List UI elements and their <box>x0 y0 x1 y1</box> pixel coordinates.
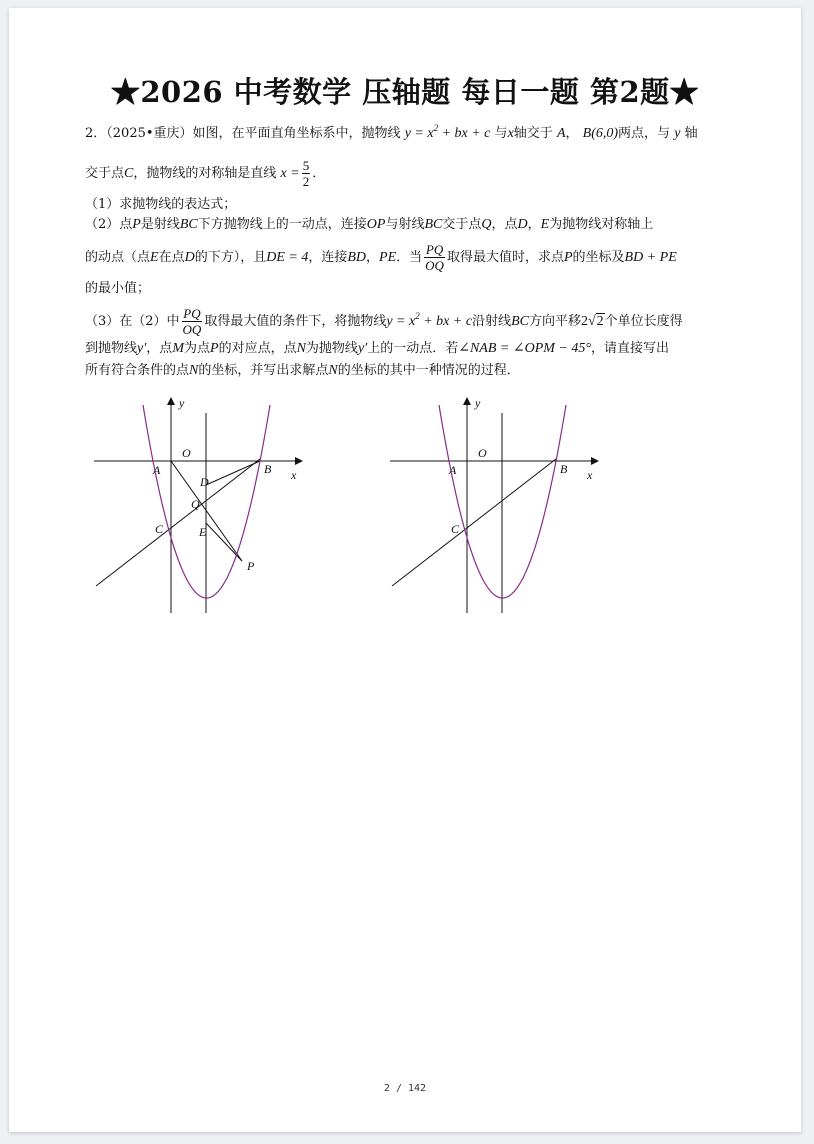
math-line: BC <box>179 217 198 232</box>
text-segment: 为抛物线 <box>305 341 358 356</box>
ratio-fraction <box>424 242 445 273</box>
problem-source: （2025•重庆） <box>106 126 193 141</box>
text-segment: ，点 <box>491 217 518 232</box>
figure-right <box>385 393 605 623</box>
question-3-line-2 <box>85 338 735 360</box>
text-segment: 到抛物线 <box>85 341 138 356</box>
math-point: P <box>132 217 141 232</box>
label-b: B <box>560 462 568 476</box>
math-expression: y′ <box>137 341 147 356</box>
label-x: x <box>291 468 297 482</box>
text-segment: 的对应点，点 <box>218 341 297 356</box>
segment-bd <box>206 461 260 485</box>
text-segment: 两点，与 <box>618 126 671 141</box>
ratio-fraction <box>182 306 203 337</box>
math-segment: BD <box>347 250 367 265</box>
label-o: O <box>478 446 487 460</box>
math-point: Q <box>481 217 492 232</box>
label-c: C <box>451 522 460 536</box>
math-var: y <box>674 126 681 141</box>
text-segment: 沿射线 <box>472 314 512 329</box>
fraction-denominator: OQ <box>425 258 444 273</box>
text-segment: ，请直接写出 <box>590 341 669 356</box>
text-segment: 轴 <box>684 126 698 141</box>
label-x: x <box>587 468 593 482</box>
text-segment: ．当 <box>396 250 423 265</box>
text-segment: 所有符合条件的点 <box>85 363 190 378</box>
document-page <box>9 8 801 1132</box>
question-1: （1）求抛物线的表达式； <box>85 197 237 212</box>
math-expression: DE = 4 <box>266 250 309 265</box>
label-e: E <box>199 525 207 539</box>
text-segment: 为点 <box>183 341 210 356</box>
text-segment: 的下方），且 <box>194 250 267 265</box>
line-bc <box>96 459 260 586</box>
label-d: D <box>200 475 209 489</box>
text-segment: （3）在（2）中 <box>85 314 180 329</box>
label-p: P <box>247 559 255 573</box>
label-a: A <box>449 463 457 477</box>
math-point: D <box>517 217 528 232</box>
text-segment: 个单位长度得 <box>604 314 683 329</box>
text-segment: 方向平移 <box>528 314 581 329</box>
fraction-denominator: OQ <box>182 322 202 337</box>
text-segment: 的坐标的其中一种情况的过程． <box>337 363 520 378</box>
text-segment: ， <box>565 126 579 141</box>
math-point: M <box>172 341 184 356</box>
question-3-line-3 <box>85 360 735 382</box>
page-number: 2 / 142 <box>383 1083 427 1094</box>
text-segment: 如图，在平面直角坐标系中，抛物线 <box>192 126 401 141</box>
fraction-denominator: 2 <box>302 174 310 189</box>
text-segment: 在点 <box>158 250 185 265</box>
math-point: D <box>184 250 195 265</box>
math-var: x <box>507 126 514 141</box>
label-a: A <box>153 463 161 477</box>
math-point: B(6,0) <box>582 126 619 141</box>
text-segment: 的坐标及 <box>572 250 625 265</box>
math-point: E <box>540 217 550 232</box>
math-expression: y′ <box>357 341 368 356</box>
math-point: P <box>563 250 573 265</box>
fraction-numerator: 5 <box>302 158 310 173</box>
text-segment: 交于点 <box>442 217 482 232</box>
figure-left <box>89 393 309 623</box>
text-segment: 轴交于 <box>513 126 553 141</box>
fraction-numerator: PQ <box>425 242 444 257</box>
text-segment: 与 <box>494 126 508 141</box>
text-segment: ，抛物线的对称轴是直线 <box>133 166 277 181</box>
text-segment: 与射线 <box>385 217 425 232</box>
label-b: B <box>264 462 272 476</box>
label-q: Q <box>191 497 200 511</box>
problem-number: 2． <box>85 126 107 141</box>
text-segment: ，连接 <box>308 250 348 265</box>
fraction <box>302 158 311 189</box>
parabola-equation: $y = x^2$ + bx + c <box>404 123 491 141</box>
math-expression: BD + PE <box>624 250 677 265</box>
math-point: P <box>210 341 219 356</box>
math-point: E <box>150 250 159 265</box>
text-segment: ，点 <box>146 341 173 356</box>
math-line: OP <box>366 217 386 232</box>
text-segment: ． <box>312 166 326 181</box>
math-expression: x = <box>280 166 300 181</box>
text-segment: 下方抛物线上的一动点，连接 <box>197 217 367 232</box>
text-segment: ， <box>527 217 541 232</box>
text-segment: 的坐标，并写出求解点 <box>198 363 329 378</box>
line-bc <box>392 459 556 586</box>
text-segment: 交于点 <box>85 166 125 181</box>
question-2-line-1 <box>85 214 735 236</box>
text-segment: 为抛物线对称轴上 <box>549 217 654 232</box>
fraction-numerator: PQ <box>183 306 201 321</box>
parabola-equation: $y = x^2$ + bx + c <box>386 311 473 329</box>
math-point: C <box>124 166 134 181</box>
text-segment: 是射线 <box>140 217 180 232</box>
math-expression: ∠NAB = ∠OPM − 45° <box>458 341 591 356</box>
label-y: y <box>179 396 185 410</box>
label-o: O <box>182 446 191 460</box>
math-point: N <box>296 341 306 356</box>
sqrt-coefficient: 2 <box>580 314 588 329</box>
text-segment: 取得最大值的条件下，将抛物线 <box>204 314 387 329</box>
label-y: y <box>475 396 481 410</box>
label-c: C <box>155 522 164 536</box>
shift-distance: 2√2 <box>580 314 604 329</box>
text-segment: 的动点（点 <box>85 250 151 265</box>
text-segment: 上的一动点．若 <box>367 341 459 356</box>
math-line: BC <box>511 314 529 329</box>
text-segment: 取得最大值时，求点 <box>446 250 564 265</box>
problem-line-1 <box>85 123 735 145</box>
question-2-line-2 <box>85 242 735 273</box>
math-point: A <box>556 126 566 141</box>
math-line: BC <box>424 217 443 232</box>
problem-line-2 <box>85 158 735 189</box>
math-point: N <box>189 363 199 378</box>
question-2-line-3: 的最小值； <box>85 281 151 296</box>
math-point: N <box>328 363 338 378</box>
math-segment: PE <box>379 250 397 265</box>
text-segment: ， <box>366 250 380 265</box>
page-title: ★2026 中考数学 压轴题 每日一题 第2题★ <box>110 75 700 109</box>
text-segment: （2）点 <box>85 217 133 232</box>
question-3-line-1 <box>85 306 735 337</box>
sqrt-radicand: 2 <box>596 314 604 329</box>
